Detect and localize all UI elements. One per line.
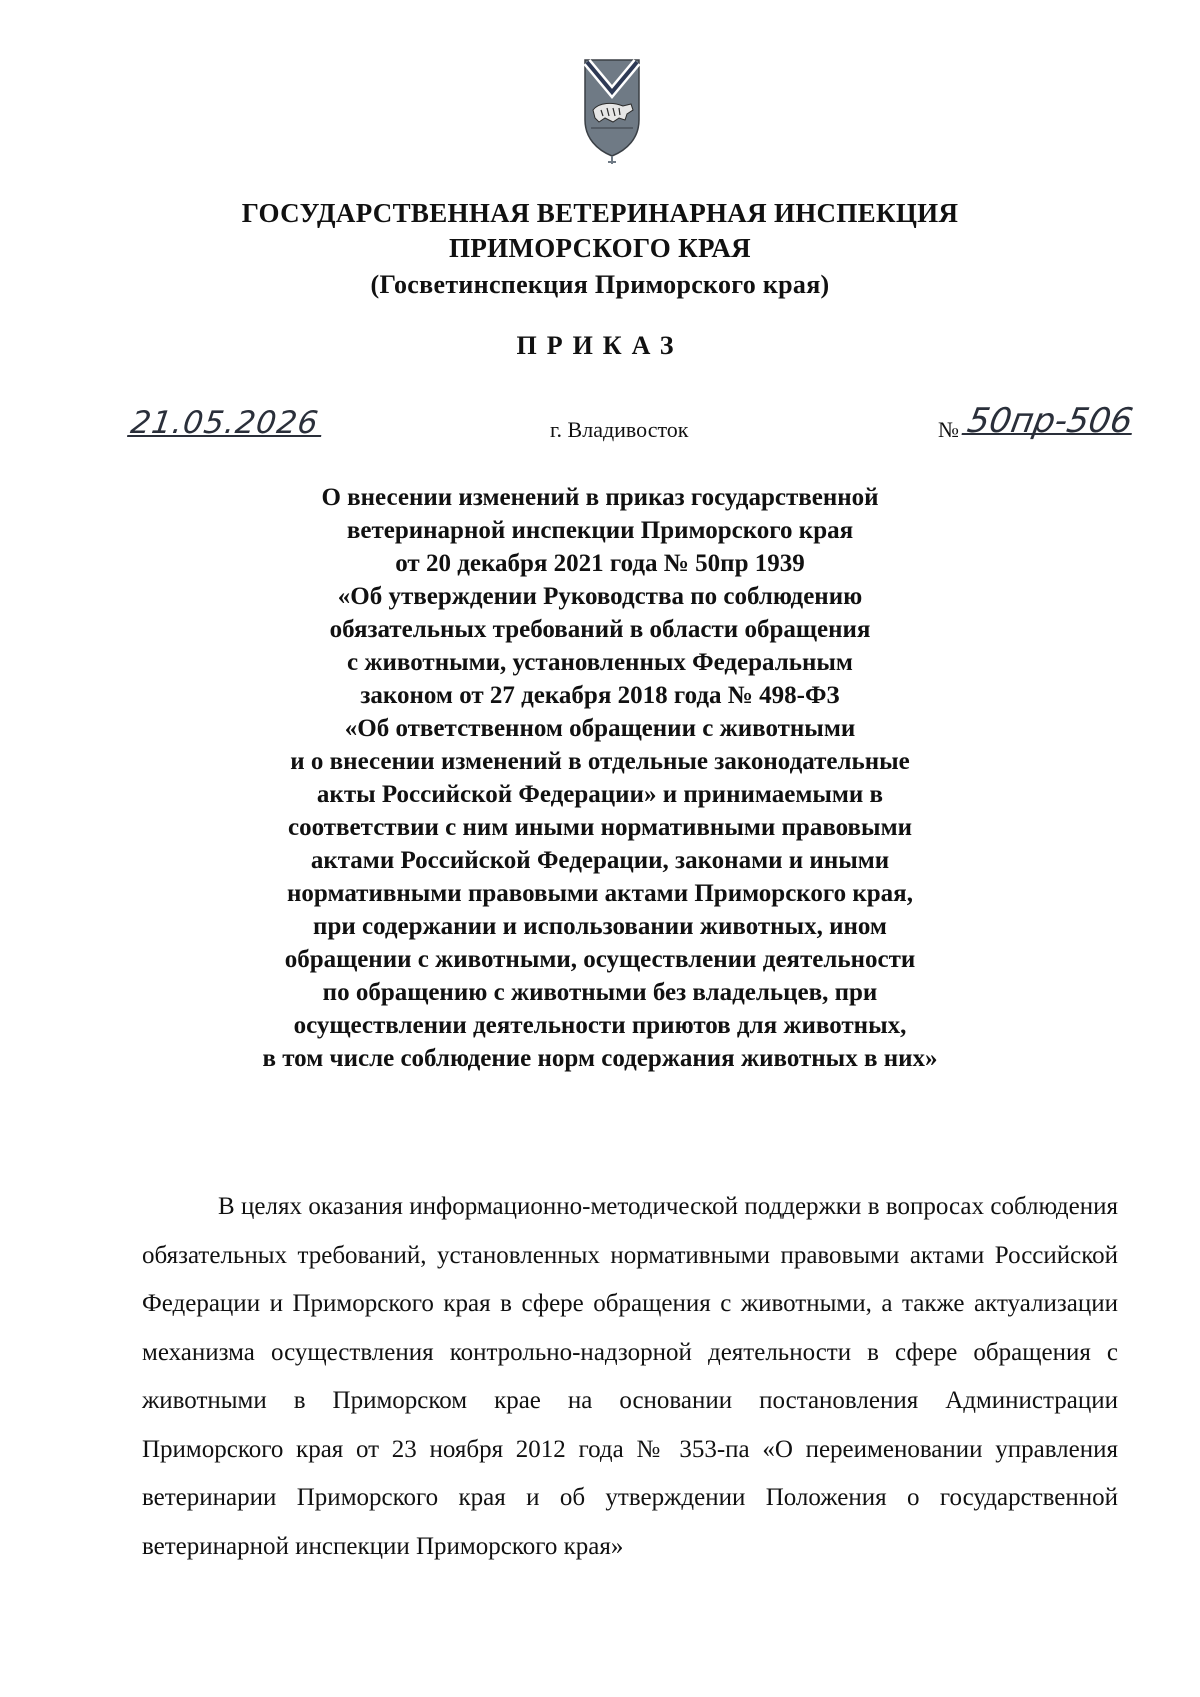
coat-of-arms-icon [583, 58, 641, 166]
title-line: в том числе соблюдение норм содержания животных в них» [262, 1045, 938, 1072]
title-line: ветеринарной инспекции Приморского края [346, 517, 854, 544]
organization-name-line1: ГОСУДАРСТВЕННАЯ ВЕТЕРИНАРНАЯ ИНСПЕКЦИЯ [241, 198, 959, 228]
preamble-paragraph: В целях оказания информационно-методической поддержки в вопросах соблюдения обязательных требований, установленных нормативными правовыми актами Российской Федерации и Приморского края в сфере обращения с животными, а также актуализации механизма осуществления контрольно-надзорной деятельности в сфере обращения с животными в Приморском крае на основании постановления Администрации Приморского края от 23 ноября 2012 года № 353-па «О переименовании управления ветеринарии Приморского края и об утверждении Положения о государственной ветеринарной инспекции Приморского края» [142, 1193, 1118, 1560]
title-line: нормативными правовыми актами Приморского края, [287, 880, 913, 907]
order-title [150, 481, 1050, 1075]
title-line: с животными, установленных Федеральным [347, 649, 853, 676]
title-line: соответствии с ним иными нормативными правовыми [287, 814, 912, 841]
document-city: г. Владивосток [550, 417, 689, 442]
organization-name-line2: ПРИМОРСКОГО КРАЯ [449, 233, 751, 263]
title-line: обязательных требований в области обращения [329, 616, 871, 643]
title-line: по обращению с животными без владельцев, при [322, 979, 878, 1006]
title-line: обращении с животными, осуществлении деятельности [284, 946, 916, 973]
document-type-title: ПРИКАЗ [516, 331, 684, 360]
handwritten-date: 21.05.2026 [128, 405, 322, 441]
document-meta-row [0, 401, 1200, 465]
title-line: законом от 27 декабря 2018 года № 498-ФЗ [360, 682, 840, 709]
title-line: при содержании и использовании животных, ином [313, 913, 887, 940]
organization-short-name: (Госветинспекция Приморского края) [370, 270, 830, 299]
handwritten-document-number: 50пр-506 [964, 401, 1136, 441]
number-sign: № [938, 417, 959, 442]
title-line: от 20 декабря 2021 года № 50пр 1939 [395, 550, 805, 577]
title-line: О внесении изменений в приказ государственной [321, 484, 879, 511]
title-line: акты Российской Федерации» и принимаемыми в [316, 781, 884, 808]
title-line: и о внесении изменений в отдельные законодательные [290, 748, 910, 775]
title-line: осуществлении деятельности приютов для животных, [293, 1012, 907, 1039]
title-line: актами Российской Федерации, законами и иными [310, 847, 890, 874]
title-line: «Об утверждении Руководства по соблюдению [337, 583, 863, 610]
title-line: «Об ответственном обращении с животными [344, 715, 856, 742]
